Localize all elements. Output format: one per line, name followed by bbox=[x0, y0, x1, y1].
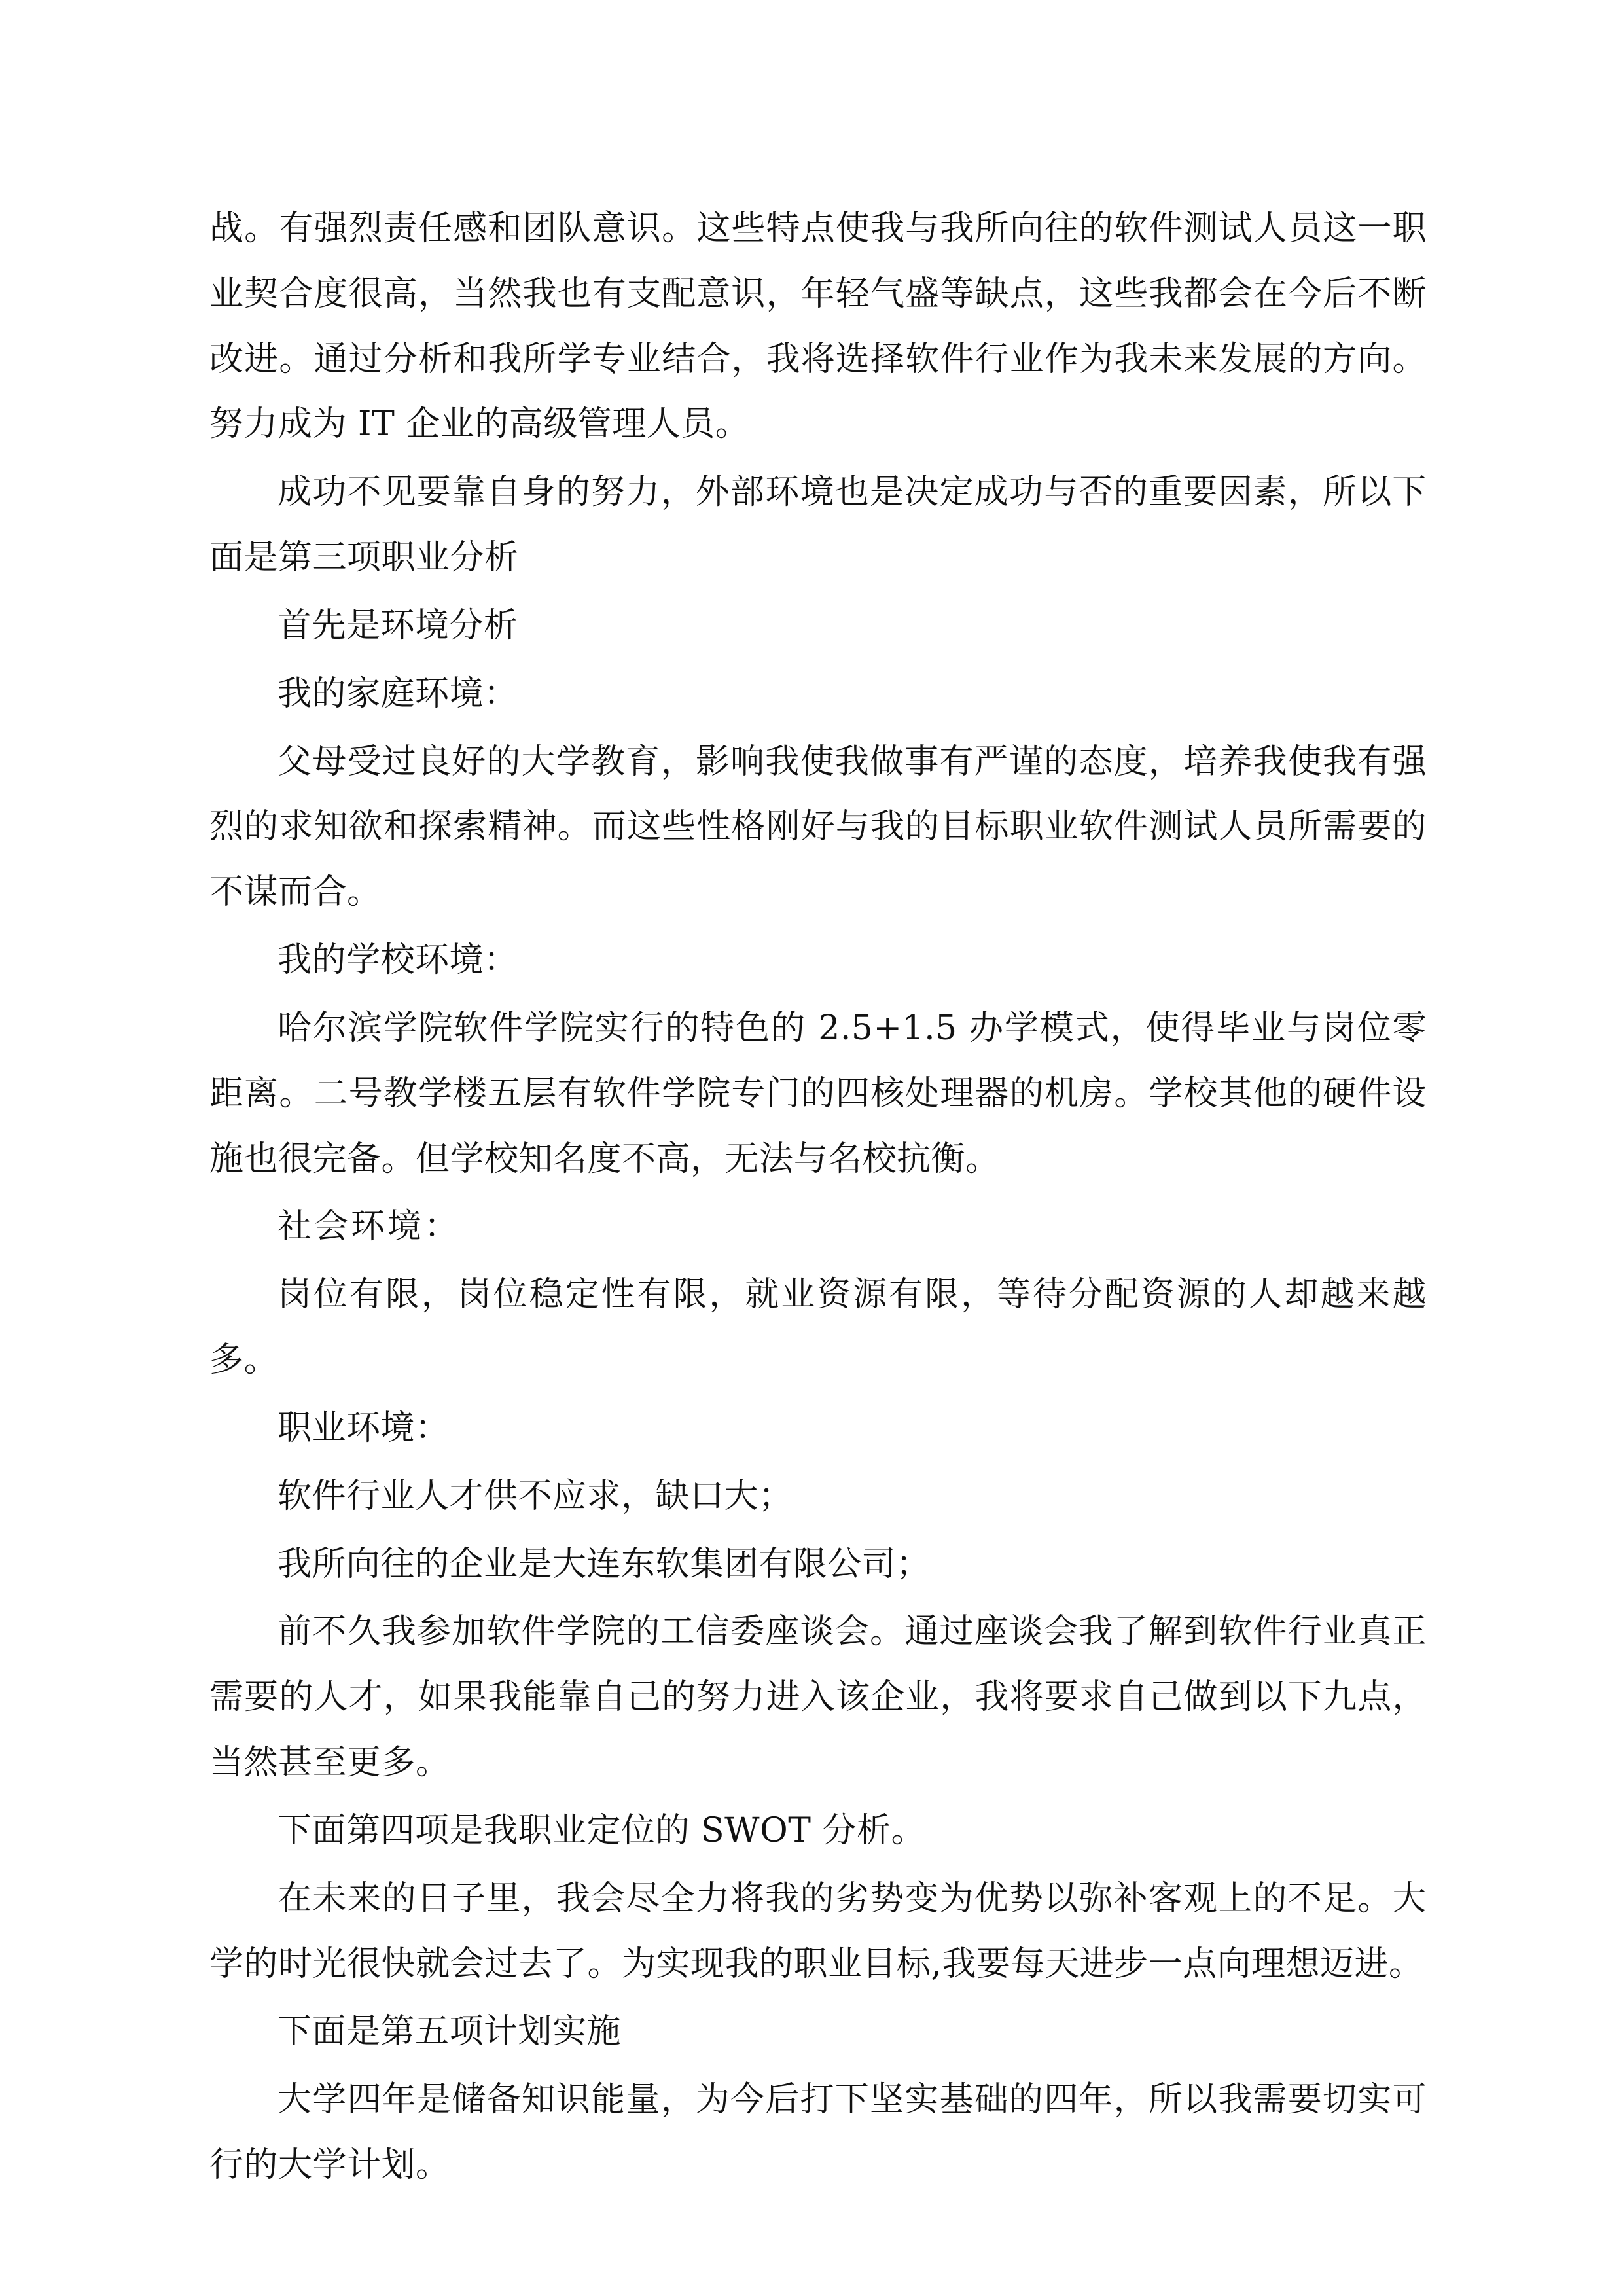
paragraph: 社会环境： bbox=[277, 1207, 461, 1247]
paragraph: 前不久我参加软件学院的工信委座谈会。通过座谈会我了解到软件行业真正需要的人才，如果我能靠自己的努力进入该企业，我将要求自己做到以下九点，当然甚至更多。 bbox=[209, 1612, 1427, 1783]
paragraph: 我的学校环境： bbox=[277, 941, 518, 980]
paragraph: 哈尔滨学院软件学院实行的特色的 2.5+1.5 办学模式，使得毕业与岗位零距离。二号教学楼五层有软件学院专门的四核处理器的机房。学校其他的硬件设施也很完备。但学校知名度不高，无法与名校抗衡。 bbox=[209, 1008, 1427, 1179]
paragraph: 下面是第五项计划实施 bbox=[277, 2012, 622, 2052]
paragraph: 软件行业人才供不应求，缺口大； bbox=[277, 1476, 793, 1516]
paragraph: 战。有强烈责任感和团队意识。这些特点使我与我所向往的软件测试人员这一职业契合度很高，当然我也有支配意识，年轻气盛等缺点，这些我都会在今后不断改进。通过分析和我所学专业结合，我将选择软件行业作为我未来发展的方向。努力成为 IT 企业的高级管理人员。 bbox=[209, 209, 1427, 444]
document-body bbox=[209, 196, 1427, 2198]
paragraph: 职业环境： bbox=[277, 1408, 450, 1448]
paragraph: 下面第四项是我职业定位的 SWOT 分析。 bbox=[277, 1810, 925, 1850]
paragraph: 大学四年是储备知识能量，为今后打下坚实基础的四年，所以我需要切实可行的大学计划。 bbox=[209, 2080, 1427, 2185]
paragraph: 我所向往的企业是大连东软集团有限公司； bbox=[277, 1544, 931, 1584]
paragraph: 首先是环境分析 bbox=[277, 605, 518, 645]
paragraph: 父母受过良好的大学教育，影响我使我做事有严谨的态度，培养我使我有强烈的求知欲和探索精神。而这些性格刚好与我的目标职业软件测试人员所需要的不谋而合。 bbox=[209, 742, 1427, 912]
paragraph: 成功不见要靠自身的努力，外部环境也是决定成功与否的重要因素，所以下面是第三项职业分析 bbox=[209, 473, 1427, 578]
paragraph: 在未来的日子里，我会尽全力将我的劣势变为优势以弥补客观上的不足。大学的时光很快就会过去了。为实现我的职业目标,我要每天进步一点向理想迈进。 bbox=[209, 1878, 1427, 1984]
paragraph: 岗位有限，岗位稳定性有限，就业资源有限，等待分配资源的人却越来越多。 bbox=[209, 1275, 1427, 1380]
paragraph: 我的家庭环境： bbox=[277, 673, 518, 713]
